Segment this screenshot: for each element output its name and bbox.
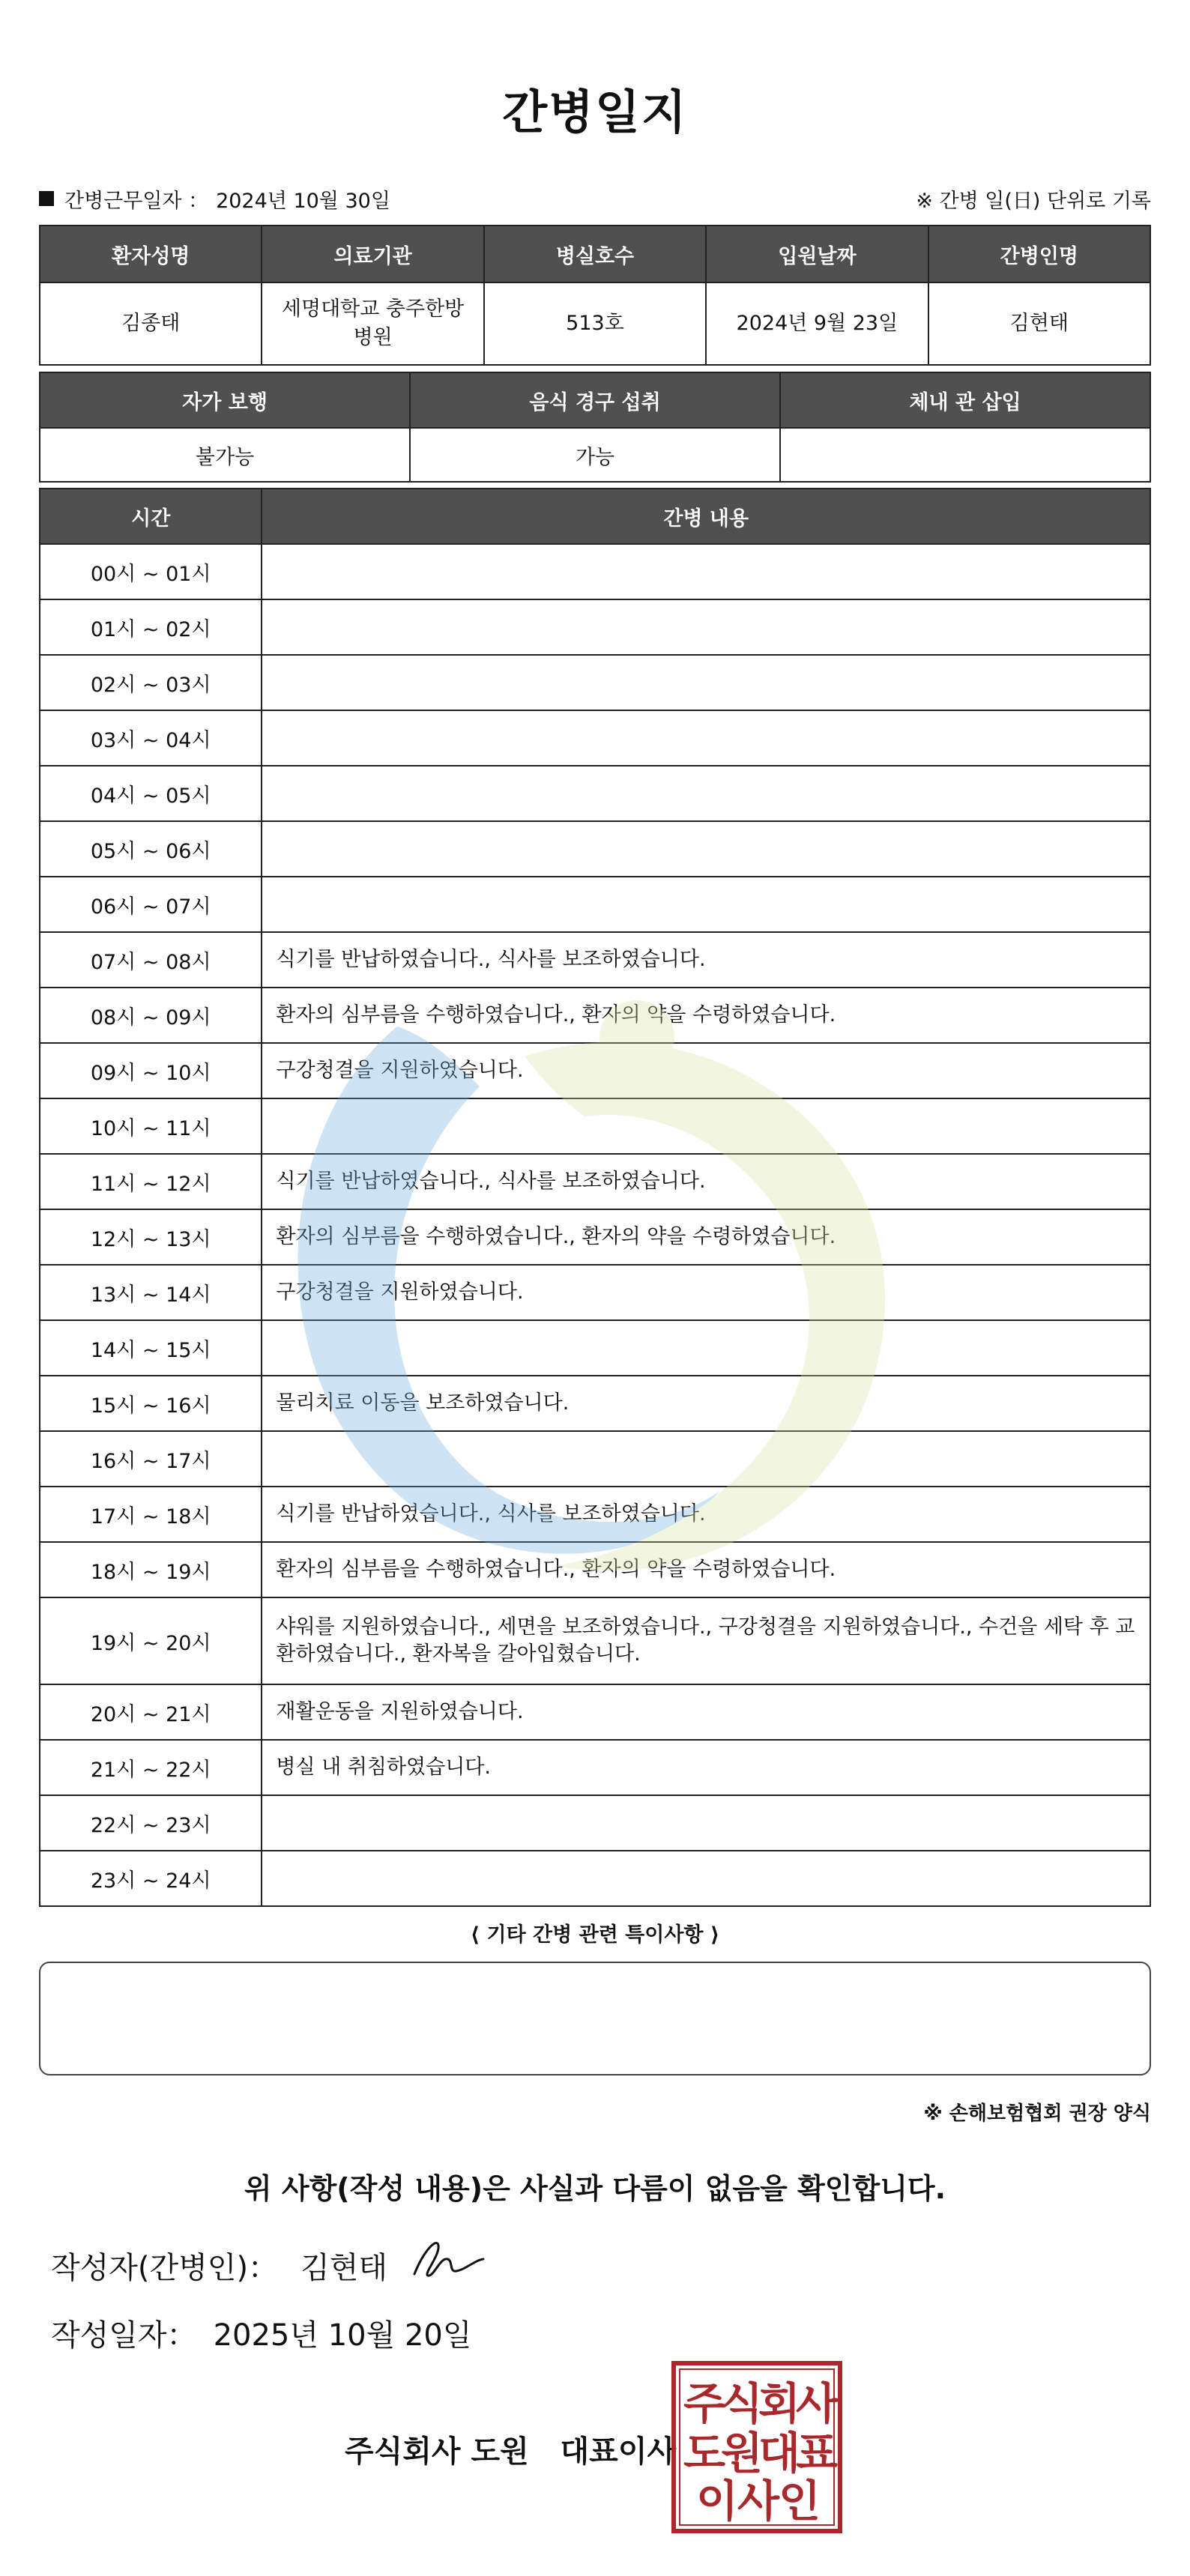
time-slot: 02시 ~ 03시 xyxy=(40,655,262,710)
table-row xyxy=(40,1376,1150,1431)
header-care-content: 간병 내용 xyxy=(262,489,1150,544)
written-date-label: 작성일자： xyxy=(51,2318,197,2353)
special-notes-box xyxy=(39,1962,1151,2075)
table-row xyxy=(40,655,1150,710)
care-content xyxy=(262,1795,1150,1851)
table-row xyxy=(40,1487,1150,1542)
company-seal-icon xyxy=(671,2360,843,2534)
time-slot: 19시 ~ 20시 xyxy=(40,1597,262,1684)
care-content: 식기를 반납하였습니다., 식사를 보조하였습니다. xyxy=(262,1154,1150,1209)
notes-heading: ⟨ 기타 간병 관련 특이사항 ⟩ xyxy=(470,1923,720,1947)
seal-char: 도 xyxy=(683,2428,726,2479)
table-row xyxy=(40,1684,1150,1740)
oral-intake-value: 가능 xyxy=(410,428,780,482)
time-slot: 10시 ~ 11시 xyxy=(40,1098,262,1154)
signature-stroke xyxy=(414,2243,483,2276)
time-slot: 11시 ~ 12시 xyxy=(40,1154,262,1209)
room-number: 513호 xyxy=(484,282,706,365)
time-slot: 21시 ~ 22시 xyxy=(40,1740,262,1795)
patient-info-value-row xyxy=(40,282,1150,365)
time-slot: 05시 ~ 06시 xyxy=(40,821,262,877)
table-row xyxy=(40,1098,1150,1154)
header-caregiver: 간병인명 xyxy=(928,226,1150,282)
seal-char: 원 xyxy=(720,2428,764,2479)
care-content: 샤워를 지원하였습니다., 세면을 보조하였습니다., 구강청결을 지원하였습니다., 수건을 세탁 후 교환하였습니다., 환자복을 갈아입혔습니다. xyxy=(262,1597,1150,1684)
table-row xyxy=(40,1542,1150,1597)
signature-icon xyxy=(401,2229,498,2289)
care-content: 식기를 반납하였습니다., 식사를 보조하였습니다. xyxy=(262,932,1150,988)
care-content: 환자의 심부름을 수행하였습니다., 환자의 약을 수령하였습니다. xyxy=(262,1209,1150,1265)
table-row xyxy=(40,1209,1150,1265)
table-row xyxy=(40,1740,1150,1795)
patient-info-header-row xyxy=(40,226,1150,282)
table-row xyxy=(40,1597,1150,1684)
caregiver-name: 김현태 xyxy=(928,282,1150,365)
seal-char: 표 xyxy=(795,2428,839,2479)
seal-char: 사 xyxy=(737,2476,780,2527)
table-row xyxy=(40,821,1150,877)
company-representative: 주식회사 도원 대표이사 xyxy=(345,2434,677,2469)
care-content xyxy=(262,599,1150,655)
care-date-value: 2024년 10월 30일 xyxy=(216,189,390,213)
seal-characters xyxy=(683,2378,839,2527)
care-content: 식기를 반납하였습니다., 식사를 보조하였습니다. xyxy=(262,1487,1150,1542)
time-slot: 03시 ~ 04시 xyxy=(40,710,262,766)
table-row xyxy=(40,1431,1150,1487)
admission-date: 2024년 9월 23일 xyxy=(706,282,928,365)
time-slot: 04시 ~ 05시 xyxy=(40,766,262,821)
table-row xyxy=(40,710,1150,766)
care-content: 환자의 심부름을 수행하였습니다., 환자의 약을 수령하였습니다. xyxy=(262,1542,1150,1597)
written-date-line xyxy=(51,2312,472,2354)
hourly-care-log-table xyxy=(39,488,1151,1907)
care-content xyxy=(262,710,1150,766)
header-patient-name: 환자성명 xyxy=(40,226,262,282)
seal-char: 사 xyxy=(795,2378,839,2429)
header-tube-insertion: 체내 관 삽입 xyxy=(780,372,1150,428)
table-row xyxy=(40,932,1150,988)
self-walking-value: 불가능 xyxy=(40,428,410,482)
table-row xyxy=(40,1043,1150,1098)
time-slot: 01시 ~ 02시 xyxy=(40,599,262,655)
written-date-value: 2025년 10월 20일 xyxy=(213,2318,472,2353)
seal-char: 식 xyxy=(720,2378,764,2429)
header-admission-date: 입원날짜 xyxy=(706,226,928,282)
time-slot: 13시 ~ 14시 xyxy=(40,1265,262,1320)
table-row xyxy=(40,766,1150,821)
time-slot: 15시 ~ 16시 xyxy=(40,1376,262,1431)
care-date xyxy=(39,184,390,214)
care-content: 물리치료 이동을 보조하였습니다. xyxy=(262,1376,1150,1431)
patient-name: 김종태 xyxy=(40,282,262,365)
time-slot: 22시 ~ 23시 xyxy=(40,1795,262,1851)
care-content: 구강청결을 지원하였습니다. xyxy=(262,1043,1150,1098)
seal-char: 인 xyxy=(778,2476,821,2527)
writer-name: 김현태 xyxy=(300,2251,387,2285)
recommended-form-note: ※ 손해보험협회 권장 양식 xyxy=(923,2102,1151,2125)
care-content: 환자의 심부름을 수행하였습니다., 환자의 약을 수령하였습니다. xyxy=(262,988,1150,1043)
care-content: 병실 내 취침하였습니다. xyxy=(262,1740,1150,1795)
writer-label: 작성자(간병인)： xyxy=(51,2251,279,2285)
seal-char: 회 xyxy=(758,2378,801,2429)
header-oral-intake: 음식 경구 섭취 xyxy=(410,372,780,428)
care-content xyxy=(262,1431,1150,1487)
log-header-row xyxy=(40,489,1150,544)
page-title: 간병일지 xyxy=(502,85,688,139)
patient-info-table xyxy=(39,225,1151,366)
table-row xyxy=(40,877,1150,932)
seal-char: 이 xyxy=(695,2476,739,2527)
care-content: 구강청결을 지원하였습니다. xyxy=(262,1265,1150,1320)
time-slot: 00시 ~ 01시 xyxy=(40,544,262,599)
table-row xyxy=(40,1320,1150,1376)
time-slot: 08시 ~ 09시 xyxy=(40,988,262,1043)
status-value-row xyxy=(40,428,1150,482)
header-self-walking: 자가 보행 xyxy=(40,372,410,428)
seal-char: 대 xyxy=(758,2428,801,2479)
time-slot: 07시 ~ 08시 xyxy=(40,932,262,988)
table-row xyxy=(40,988,1150,1043)
table-row xyxy=(40,599,1150,655)
hospital-name: 세명대학교 충주한방병원 xyxy=(262,282,483,365)
time-slot: 18시 ~ 19시 xyxy=(40,1542,262,1597)
header-time: 시간 xyxy=(40,489,262,544)
time-slot: 09시 ~ 10시 xyxy=(40,1043,262,1098)
time-slot: 12시 ~ 13시 xyxy=(40,1209,262,1265)
table-row xyxy=(40,1154,1150,1209)
table-row xyxy=(40,1265,1150,1320)
tube-insertion-value xyxy=(780,428,1150,482)
time-slot: 14시 ~ 15시 xyxy=(40,1320,262,1376)
time-slot: 17시 ~ 18시 xyxy=(40,1487,262,1542)
writer-line xyxy=(51,2244,387,2287)
time-slot: 06시 ~ 07시 xyxy=(40,877,262,932)
table-row xyxy=(40,1851,1150,1906)
care-content xyxy=(262,1098,1150,1154)
care-content xyxy=(262,544,1150,599)
care-content xyxy=(262,1851,1150,1906)
patient-status-table xyxy=(39,372,1151,483)
meta-row xyxy=(39,184,1151,214)
care-content xyxy=(262,766,1150,821)
header-hospital: 의료기관 xyxy=(262,226,483,282)
header-room: 병실호수 xyxy=(484,226,706,282)
care-content xyxy=(262,821,1150,877)
care-date-label: 간병근무일자 ： xyxy=(64,189,209,213)
time-slot: 20시 ~ 21시 xyxy=(40,1684,262,1740)
care-content xyxy=(262,655,1150,710)
table-row xyxy=(40,544,1150,599)
square-bullet-icon xyxy=(39,191,54,206)
time-slot: 23시 ~ 24시 xyxy=(40,1851,262,1906)
care-content xyxy=(262,1320,1150,1376)
unit-note: ※ 간병 일(日) 단위로 기록 xyxy=(916,189,1151,213)
time-slot: 16시 ~ 17시 xyxy=(40,1431,262,1487)
care-content xyxy=(262,877,1150,932)
table-row xyxy=(40,1795,1150,1851)
confirmation-statement: 위 사항(작성 내용)은 사실과 다름이 없음을 확인합니다. xyxy=(244,2172,946,2205)
seal-char: 주 xyxy=(683,2378,726,2429)
care-content: 재활운동을 지원하였습니다. xyxy=(262,1684,1150,1740)
status-header-row xyxy=(40,372,1150,428)
